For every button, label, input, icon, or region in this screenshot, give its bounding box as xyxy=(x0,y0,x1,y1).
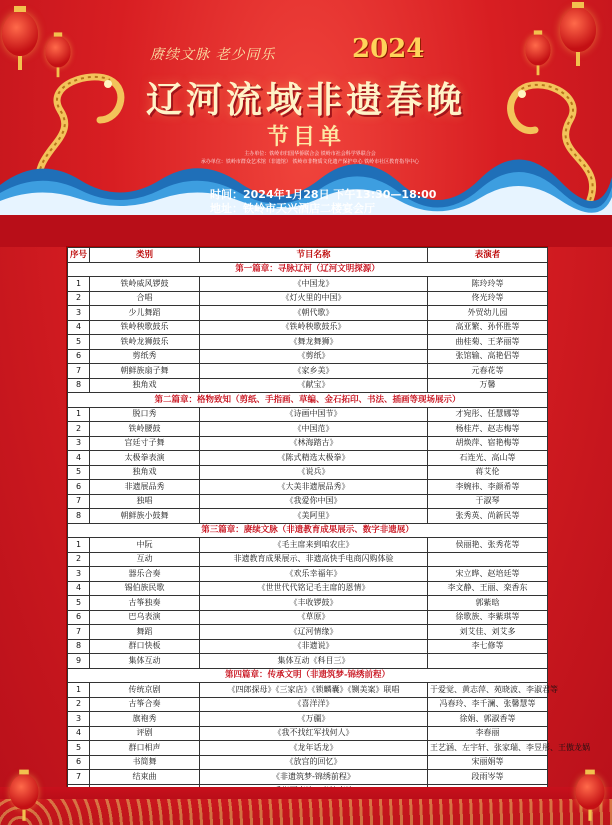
lantern-icon xyxy=(560,8,596,52)
cell-performer: 郭紫晗 xyxy=(428,596,548,611)
table-frame-top xyxy=(0,215,612,247)
cell-no: 7 xyxy=(68,494,90,509)
cell-performer: 徐娟、郭淑香等 xyxy=(428,712,548,727)
table-row xyxy=(68,610,548,625)
cell-program: 《辽河情缘》 xyxy=(200,625,428,640)
cell-program: 《欢乐幸福年》 xyxy=(200,567,428,582)
cell-program: 《毛主席来到咱农庄》 xyxy=(200,538,428,553)
cell-no: 5 xyxy=(68,465,90,480)
cell-no: 2 xyxy=(68,422,90,437)
cell-no: 5 xyxy=(68,596,90,611)
sponsor-line: 主办单位：铁岭市归国华侨联合会 铁岭市社会科学界联合会 xyxy=(244,151,376,157)
cell-program: 《诗画中国节》 xyxy=(200,407,428,422)
cell-category: 剪纸秀 xyxy=(90,349,200,364)
table-row xyxy=(68,697,548,712)
sponsors xyxy=(140,150,480,166)
table-row xyxy=(68,364,548,379)
cell-no: 4 xyxy=(68,451,90,466)
table-row xyxy=(68,436,548,451)
cell-category: 宫廷寸子舞 xyxy=(90,436,200,451)
cell-no: 4 xyxy=(68,320,90,335)
cell-program: 《放宫的回忆》 xyxy=(200,755,428,770)
cell-no: 1 xyxy=(68,277,90,292)
cell-performer: 宋丽娟等 xyxy=(428,755,548,770)
cell-performer: 张秀英、尚新民等 xyxy=(428,509,548,524)
cell-no: 7 xyxy=(68,364,90,379)
cell-program: 《灯火里的中国》 xyxy=(200,291,428,306)
cell-category: 铁岭威风锣鼓 xyxy=(90,277,200,292)
cell-no: 5 xyxy=(68,741,90,756)
cell-performer: 才宛彤、任慧娜等 xyxy=(428,407,548,422)
cell-program: 《家乡美》 xyxy=(200,364,428,379)
cell-category: 独角戏 xyxy=(90,378,200,393)
cell-category: 铁岭秧歌鼓乐 xyxy=(90,320,200,335)
cell-performer: 段雨岑等 xyxy=(428,770,548,785)
program-table xyxy=(67,247,590,799)
table-row xyxy=(68,335,548,350)
program-sheet xyxy=(66,246,590,789)
cell-no: 3 xyxy=(68,567,90,582)
cell-no: 6 xyxy=(68,480,90,495)
table-row xyxy=(68,378,548,393)
cell-program: 《丰收锣鼓》 xyxy=(200,596,428,611)
cell-performer: 杨桂芹、赵志梅等 xyxy=(428,422,548,437)
table-row xyxy=(68,639,548,654)
cell-no: 7 xyxy=(68,625,90,640)
cell-no: 2 xyxy=(68,291,90,306)
lantern-icon xyxy=(576,774,605,809)
cell-performer: 李七修等 xyxy=(428,639,548,654)
cell-category: 古筝独奏 xyxy=(90,596,200,611)
cell-program: 《世世代代铭记毛主席的恩情》 xyxy=(200,581,428,596)
table-row xyxy=(68,755,548,770)
cell-no: 6 xyxy=(68,610,90,625)
table-row xyxy=(68,349,548,364)
table-row xyxy=(68,741,548,756)
cell-performer: 高亚繁、孙怀胜等 xyxy=(428,320,548,335)
cell-category: 铁岭腰鼓 xyxy=(90,422,200,437)
cell-program: 《龙年话龙》 xyxy=(200,741,428,756)
cell-no: 8 xyxy=(68,639,90,654)
chapter-title: 第三篇章：赓续文脉（非遗教育成果展示、数字非遗展） xyxy=(68,523,548,538)
cell-program: 《说兵》 xyxy=(200,465,428,480)
cell-no: 2 xyxy=(68,697,90,712)
cell-category: 少儿舞蹈 xyxy=(90,306,200,321)
cell-performer: 石连光、高山等 xyxy=(428,451,548,466)
cell-performer xyxy=(428,552,548,567)
cell-category: 评剧 xyxy=(90,726,200,741)
cell-no: 4 xyxy=(68,581,90,596)
chapter-title: 第一篇章：寻脉辽河（辽河文明探源） xyxy=(68,262,548,277)
table-row xyxy=(68,480,548,495)
cell-category: 独唱 xyxy=(90,494,200,509)
cell-performer: 宋立晔、赵培廷等 xyxy=(428,567,548,582)
cell-program: 《陈式精选太极拳》 xyxy=(200,451,428,466)
cell-category: 结束曲 xyxy=(90,770,200,785)
cell-program: 非遗教育成果展示、非遗高快手电商闪购体验 xyxy=(200,552,428,567)
col-header-no: 序号 xyxy=(68,248,90,263)
cell-performer: 胡焕萍、宿艳梅等 xyxy=(428,436,548,451)
cell-performer: 佟光玲等 xyxy=(428,291,548,306)
cell-category: 群口相声 xyxy=(90,741,200,756)
table-row xyxy=(68,552,548,567)
cell-performer: 万馨 xyxy=(428,378,548,393)
cell-category: 合唱 xyxy=(90,291,200,306)
cloud-pattern xyxy=(0,799,612,825)
col-header-program: 节目名称 xyxy=(200,248,428,263)
slogan: 赓续文脉 老少同乐 xyxy=(150,47,276,63)
cell-performer: 外贸幼儿园 xyxy=(428,306,548,321)
table-row xyxy=(68,625,548,640)
cell-program: 集体互动《科目三》 xyxy=(200,654,428,669)
cell-no: 1 xyxy=(68,683,90,698)
chapter-title: 第二篇章：格物致知（剪纸、手指画、草编、金石拓印、书法、插画等现场展示） xyxy=(68,393,548,408)
table-row xyxy=(68,465,548,480)
cell-program: 《朝代歌》 xyxy=(200,306,428,321)
cell-no: 3 xyxy=(68,306,90,321)
cell-no: 3 xyxy=(68,436,90,451)
cell-category: 独角戏 xyxy=(90,465,200,480)
table-row xyxy=(68,683,548,698)
year-badge: 2024 xyxy=(352,34,425,64)
page-title: 辽河流域非遗春晚 xyxy=(145,80,466,121)
cell-program: 《舞龙舞狮》 xyxy=(200,335,428,350)
cell-no: 1 xyxy=(68,407,90,422)
table-row xyxy=(68,407,548,422)
cell-performer: 徐歌族、李紫琪等 xyxy=(428,610,548,625)
event-place: 地址：铁岭市天兴酒店二楼宴会厅 xyxy=(210,202,375,215)
cell-category: 朝鲜族小鼓舞 xyxy=(90,509,200,524)
cell-category: 互动 xyxy=(90,552,200,567)
cell-performer: 于淑琴 xyxy=(428,494,548,509)
cell-category: 非遗展品秀 xyxy=(90,480,200,495)
sponsor-line: 承办单位：铁岭市群众艺术馆（非遗馆） 铁岭市非物质文化遗产保护中心 铁岭市社区教育指导中心 xyxy=(200,159,420,165)
cell-performer: 刘艾佳、刘艾多 xyxy=(428,625,548,640)
cell-program: 《我不找红军找何人》 xyxy=(200,726,428,741)
cell-category: 脱口秀 xyxy=(90,407,200,422)
cell-no: 5 xyxy=(68,335,90,350)
cell-category: 舞蹈 xyxy=(90,625,200,640)
cell-program: 《铁岭秧歌鼓乐》 xyxy=(200,320,428,335)
cell-performer: 张馆输、高艳侣等 xyxy=(428,349,548,364)
table-row xyxy=(68,320,548,335)
table-row xyxy=(68,538,548,553)
cell-performer: 李春丽 xyxy=(428,726,548,741)
lantern-icon xyxy=(10,774,39,809)
cell-program: 《中国范》 xyxy=(200,422,428,437)
table-row xyxy=(68,422,548,437)
cell-performer: 陈玲玲等 xyxy=(428,277,548,292)
cell-program: 《献宝》 xyxy=(200,378,428,393)
table-row xyxy=(68,277,548,292)
cell-category: 铁岭龙狮鼓乐 xyxy=(90,335,200,350)
cell-program: 《林海踏古》 xyxy=(200,436,428,451)
cell-category: 器乐合奏 xyxy=(90,567,200,582)
cell-category: 集体互动 xyxy=(90,654,200,669)
cell-program: 《四郎探母》《三家店》《锁麟囊》《铡美案》联唱 xyxy=(200,683,428,698)
program-table-body xyxy=(68,262,590,799)
table-row xyxy=(68,509,548,524)
cell-category: 群口快板 xyxy=(90,639,200,654)
cell-program: 《非遗说》 xyxy=(200,639,428,654)
cell-performer: 王艺涵、左宇轩、张家瑞、李昱彤、王傲龙娲 xyxy=(428,741,548,756)
cell-performer: 蒋艾伦 xyxy=(428,465,548,480)
table-row xyxy=(68,451,548,466)
cell-no: 8 xyxy=(68,509,90,524)
table-header-row xyxy=(68,248,548,263)
table-row xyxy=(68,567,548,582)
cell-program: 《剪纸》 xyxy=(200,349,428,364)
cell-no: 4 xyxy=(68,726,90,741)
table-row xyxy=(68,581,548,596)
cell-program: 《大美非遗展品秀》 xyxy=(200,480,428,495)
cell-category: 书简舞 xyxy=(90,755,200,770)
cell-program: 《非遗筑梦-锦绣前程》 xyxy=(200,770,428,785)
event-time: 时间：2024年1月28日 下午13:30—18:00 xyxy=(210,188,437,201)
cell-program: 《美阿里》 xyxy=(200,509,428,524)
cell-program: 《我爱你中国》 xyxy=(200,494,428,509)
table-row xyxy=(68,306,548,321)
cell-no: 7 xyxy=(68,770,90,785)
cell-program: 《中国龙》 xyxy=(200,277,428,292)
chapter-row xyxy=(68,523,548,538)
cell-no: 6 xyxy=(68,755,90,770)
cell-category: 巴乌表演 xyxy=(90,610,200,625)
cell-performer xyxy=(428,654,548,669)
cell-category: 古筝合奏 xyxy=(90,697,200,712)
cell-no: 3 xyxy=(68,712,90,727)
cell-performer: 李婉祎、李颜希等 xyxy=(428,480,548,495)
cell-no: 1 xyxy=(68,538,90,553)
bottom-decoration xyxy=(0,787,612,825)
cell-category: 太极拳表演 xyxy=(90,451,200,466)
col-header-performer: 表演者 xyxy=(428,248,548,263)
cell-no: 6 xyxy=(68,349,90,364)
cell-performer: 于爱觉、黄志萍、苑晓波、李淑君等 xyxy=(428,683,548,698)
cell-no: 9 xyxy=(68,654,90,669)
table-row xyxy=(68,712,548,727)
chapter-row xyxy=(68,393,548,408)
cell-performer: 元春花等 xyxy=(428,364,548,379)
chapter-row xyxy=(68,262,548,277)
cell-performer: 李文静、王丽、栾香东 xyxy=(428,581,548,596)
cell-category: 中阮 xyxy=(90,538,200,553)
table-row xyxy=(68,654,548,669)
chapter-row xyxy=(68,668,548,683)
chapter-title: 第四篇章：传承文明（非遗筑梦-锦绣前程） xyxy=(68,668,548,683)
cell-performer: 冯春玲、李千澜、张馨慧等 xyxy=(428,697,548,712)
table-row xyxy=(68,494,548,509)
col-header-category: 类别 xyxy=(90,248,200,263)
cell-performer: 侯丽艳、张秀花等 xyxy=(428,538,548,553)
cell-category: 朝鲜族扇子舞 xyxy=(90,364,200,379)
table-row xyxy=(68,291,548,306)
cell-no: 8 xyxy=(68,378,90,393)
page-subtitle: 节目单 xyxy=(266,125,345,150)
cell-program: 《万疆》 xyxy=(200,712,428,727)
cell-category: 锡伯族民歌 xyxy=(90,581,200,596)
table-row xyxy=(68,726,548,741)
cell-category: 传统京剧 xyxy=(90,683,200,698)
table-row xyxy=(68,596,548,611)
cell-no: 2 xyxy=(68,552,90,567)
table-row xyxy=(68,770,548,785)
cell-performer: 曲桂菊、王茅丽等 xyxy=(428,335,548,350)
cell-category: 旗袍秀 xyxy=(90,712,200,727)
cell-program: 《草原》 xyxy=(200,610,428,625)
cell-program: 《喜洋洋》 xyxy=(200,697,428,712)
